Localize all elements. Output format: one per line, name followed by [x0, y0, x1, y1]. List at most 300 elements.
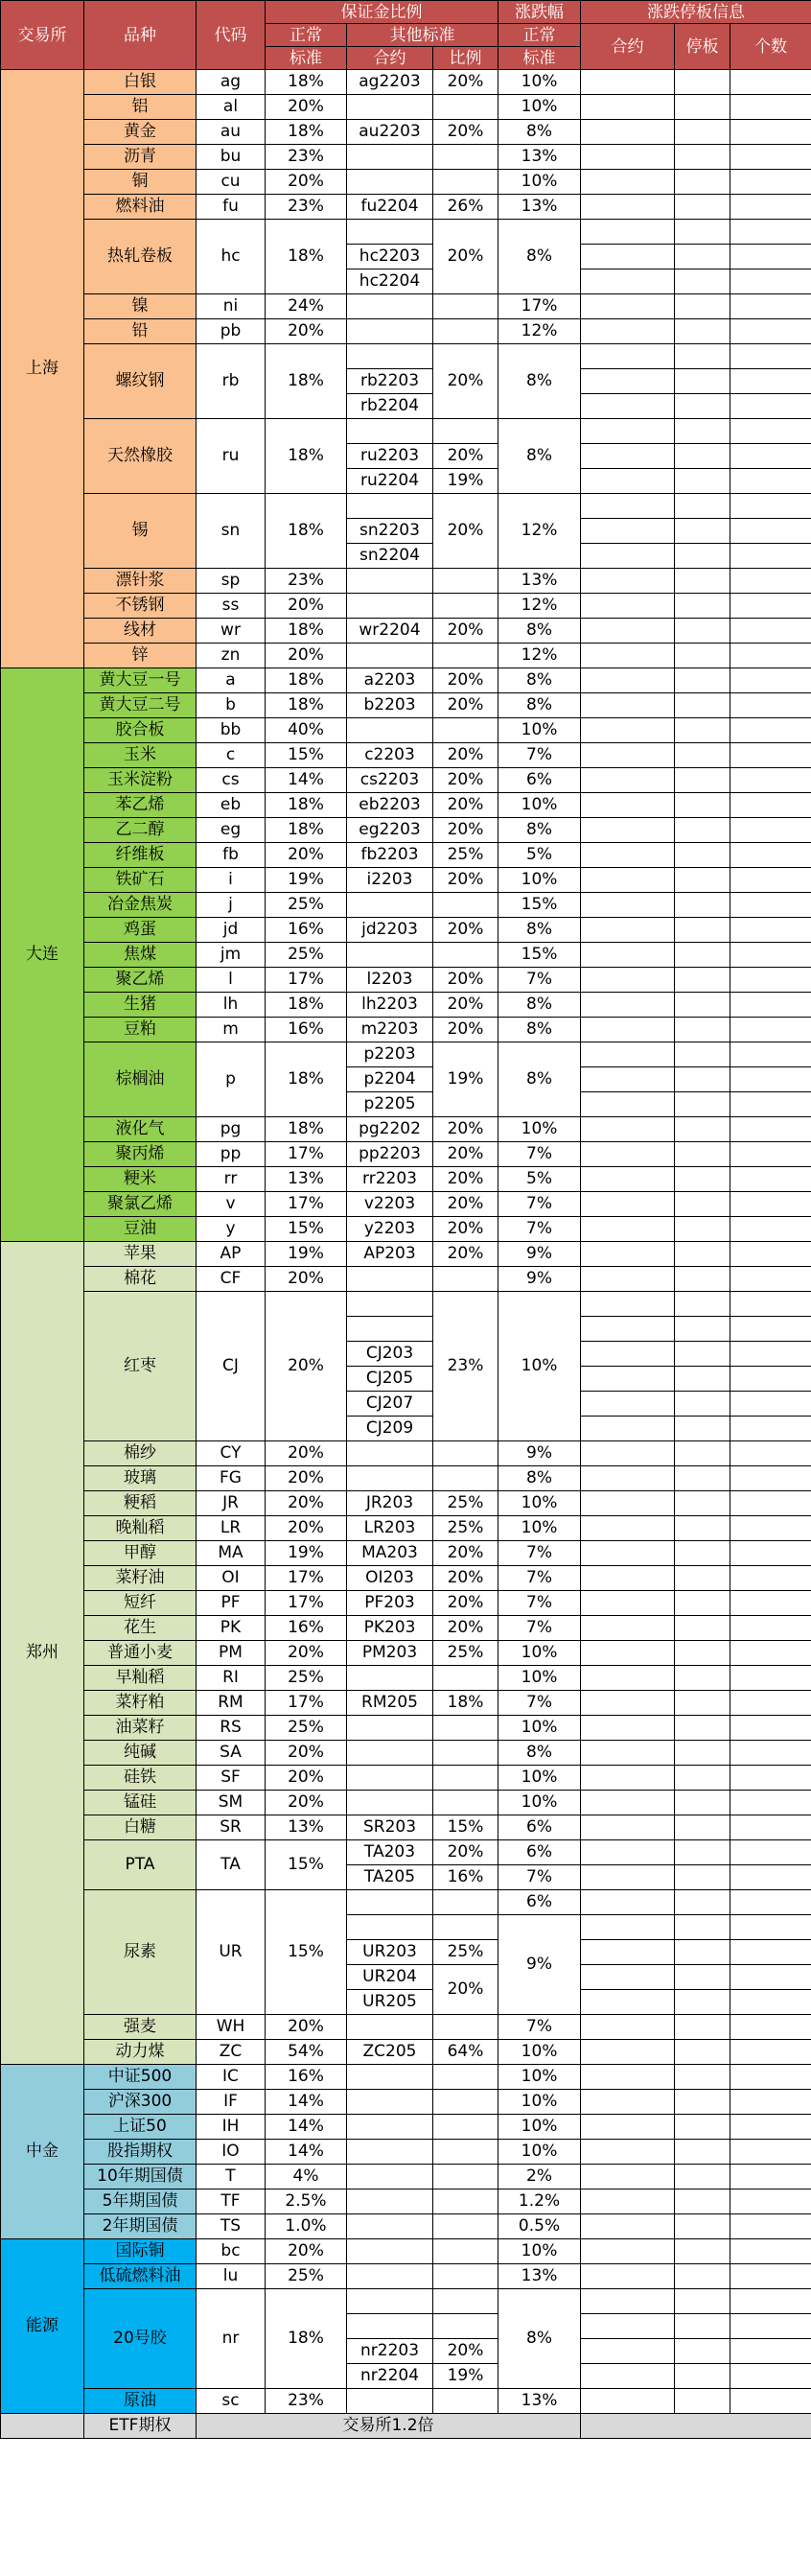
code-cell: bc: [197, 2239, 266, 2264]
other-ratio-cell: 20%: [433, 1566, 498, 1591]
other-ratio-cell: [433, 2090, 498, 2115]
table-row: [1, 2115, 811, 2140]
limit-cell: 13%: [498, 2389, 581, 2414]
limit-cell: 8%: [498, 1466, 581, 1491]
halt-count-cell: [730, 70, 811, 95]
halt-count-cell: [730, 1117, 811, 1142]
halt-stop-cell: [675, 1566, 730, 1591]
other-contract-cell: nr2203: [347, 2339, 433, 2364]
table-row: [1, 95, 811, 120]
other-ratio-cell: 19%: [433, 1042, 498, 1117]
halt-count-cell: [730, 1815, 811, 1840]
halt-contract-cell: [581, 868, 675, 893]
halt-count-cell: [730, 195, 811, 220]
halt-stop-cell: [675, 868, 730, 893]
limit-cell: 13%: [498, 145, 581, 170]
margin-cell: 15%: [266, 743, 347, 768]
other-contract-cell: [347, 2190, 433, 2214]
other-contract-cell: AP203: [347, 1242, 433, 1267]
other-contract-cell: [347, 2289, 433, 2314]
halt-count-cell: [730, 1142, 811, 1167]
halt-count-cell: [730, 120, 811, 145]
other-ratio-cell: 25%: [433, 843, 498, 868]
halt-contract-cell: [581, 1865, 675, 1890]
other-ratio-cell: 20%: [433, 743, 498, 768]
limit-cell: 7%: [498, 1142, 581, 1167]
other-contract-cell: [347, 95, 433, 120]
other-ratio-cell: 20%: [433, 1217, 498, 1242]
margin-cell: 25%: [266, 1666, 347, 1691]
variety-cell: 红枣: [84, 1292, 197, 1441]
halt-stop-cell: [675, 1466, 730, 1491]
code-cell: ZC: [197, 2040, 266, 2065]
other-contract-cell: [347, 220, 433, 245]
halt-count-cell: [730, 2239, 811, 2264]
halt-contract-cell: [581, 1915, 675, 1940]
halt-count-cell: [730, 1766, 811, 1791]
margin-cell: 14%: [266, 2115, 347, 2140]
variety-cell: 玻璃: [84, 1466, 197, 1491]
halt-contract-cell: [581, 2040, 675, 2065]
halt-contract-cell: [581, 1591, 675, 1616]
limit-cell: 7%: [498, 1865, 581, 1890]
other-contract-cell: [347, 1716, 433, 1741]
other-ratio-cell: [433, 95, 498, 120]
halt-count-cell: [730, 668, 811, 693]
table-row: [1, 718, 811, 743]
limit-cell: 7%: [498, 1616, 581, 1641]
limit-cell: 8%: [498, 220, 581, 294]
other-ratio-cell: 20%: [433, 668, 498, 693]
halt-contract-cell: [581, 2364, 675, 2389]
halt-contract-cell: [581, 269, 675, 294]
margin-cell: 20%: [266, 1292, 347, 1441]
halt-contract-cell: [581, 1516, 675, 1541]
halt-contract-cell: [581, 793, 675, 818]
other-contract-cell: CJ203: [347, 1342, 433, 1367]
limit-cell: 13%: [498, 2264, 581, 2289]
other-ratio-cell: [433, 943, 498, 968]
variety-cell: 乙二醇: [84, 818, 197, 843]
margin-cell: 16%: [266, 2065, 347, 2090]
other-contract-cell: nr2204: [347, 2364, 433, 2389]
code-cell: ss: [197, 594, 266, 619]
margin-cell: 20%: [266, 1267, 347, 1292]
table-row: [1, 693, 811, 718]
header-margin-group: 保证金比例: [266, 1, 498, 24]
code-cell: nr: [197, 2289, 266, 2389]
limit-cell: 9%: [498, 1267, 581, 1292]
variety-cell: 豆粕: [84, 1018, 197, 1042]
halt-count-cell: [730, 2065, 811, 2090]
table-row: [1, 70, 811, 95]
table-row: [1, 968, 811, 993]
other-contract-cell: [347, 1915, 433, 1940]
other-contract-cell: CJ207: [347, 1392, 433, 1417]
table-row: [1, 1716, 811, 1741]
halt-contract-cell: [581, 344, 675, 369]
other-contract-cell: rr2203: [347, 1167, 433, 1192]
other-contract-cell: PM203: [347, 1641, 433, 1666]
code-cell: PK: [197, 1616, 266, 1641]
limit-cell: 6%: [498, 768, 581, 793]
code-cell: MA: [197, 1541, 266, 1566]
halt-contract-cell: [581, 893, 675, 918]
halt-count-cell: [730, 1466, 811, 1491]
other-contract-cell: b2203: [347, 693, 433, 718]
halt-stop-cell: [675, 1117, 730, 1142]
limit-cell: 10%: [498, 2065, 581, 2090]
halt-contract-cell: [581, 70, 675, 95]
halt-contract-cell: [581, 968, 675, 993]
code-cell: RS: [197, 1716, 266, 1741]
other-ratio-cell: 20%: [433, 1965, 498, 2015]
code-cell: ru: [197, 419, 266, 494]
halt-count-cell: [730, 1192, 811, 1217]
other-contract-cell: OI203: [347, 1566, 433, 1591]
halt-count-cell: [730, 1691, 811, 1716]
halt-contract-cell: [581, 170, 675, 195]
margin-cell: 17%: [266, 1142, 347, 1167]
table-row: [1, 1691, 811, 1716]
variety-cell: 胶合板: [84, 718, 197, 743]
variety-cell: 线材: [84, 619, 197, 644]
code-cell: wr: [197, 619, 266, 644]
halt-stop-cell: [675, 1990, 730, 2015]
variety-cell: 豆油: [84, 1217, 197, 1242]
halt-contract-cell: [581, 918, 675, 943]
margin-cell: 24%: [266, 294, 347, 319]
exchange-cell: 能源: [1, 2239, 84, 2414]
limit-cell: 12%: [498, 494, 581, 569]
halt-stop-cell: [675, 793, 730, 818]
other-ratio-cell: 20%: [433, 1616, 498, 1641]
code-cell: T: [197, 2165, 266, 2190]
code-cell: cu: [197, 170, 266, 195]
other-contract-cell: [347, 718, 433, 743]
table-row: [1, 2165, 811, 2190]
margin-cell: 18%: [266, 344, 347, 419]
halt-count-cell: [730, 2264, 811, 2289]
halt-contract-cell: [581, 1741, 675, 1766]
halt-contract-cell: [581, 2015, 675, 2040]
code-cell: IH: [197, 2115, 266, 2140]
limit-cell: 5%: [498, 1167, 581, 1192]
variety-cell: 锌: [84, 644, 197, 668]
halt-stop-cell: [675, 1167, 730, 1192]
variety-cell: 铝: [84, 95, 197, 120]
halt-stop-cell: [675, 2190, 730, 2214]
variety-cell: 甲醇: [84, 1541, 197, 1566]
code-cell: sp: [197, 569, 266, 594]
halt-contract-cell: [581, 195, 675, 220]
variety-cell: 棉纱: [84, 1441, 197, 1466]
halt-stop-cell: [675, 70, 730, 95]
table-row: [1, 1641, 811, 1666]
margin-cell: 18%: [266, 818, 347, 843]
variety-cell: 生猪: [84, 993, 197, 1018]
halt-stop-cell: [675, 469, 730, 494]
margin-cell: 15%: [266, 1840, 347, 1890]
halt-count-cell: [730, 1267, 811, 1292]
halt-stop-cell: [675, 1392, 730, 1417]
footer-text-cell: 交易所1.2倍: [197, 2414, 581, 2439]
variety-cell: 铅: [84, 319, 197, 344]
variety-cell: 棕榈油: [84, 1042, 197, 1117]
other-ratio-cell: 20%: [433, 619, 498, 644]
table-row: [1, 1766, 811, 1791]
halt-stop-cell: [675, 843, 730, 868]
halt-stop-cell: [675, 968, 730, 993]
halt-contract-cell: [581, 2140, 675, 2165]
limit-cell: 6%: [498, 1840, 581, 1865]
other-contract-cell: p2205: [347, 1092, 433, 1117]
other-contract-cell: PK203: [347, 1616, 433, 1641]
limit-cell: 13%: [498, 195, 581, 220]
variety-cell: 尿素: [84, 1890, 197, 2015]
limit-cell: 7%: [498, 1192, 581, 1217]
margin-cell: 15%: [266, 1890, 347, 2015]
halt-contract-cell: [581, 818, 675, 843]
limit-cell: 8%: [498, 120, 581, 145]
code-cell: bu: [197, 145, 266, 170]
halt-count-cell: [730, 1167, 811, 1192]
header-halt-contract: 合约: [581, 24, 675, 70]
halt-count-cell: [730, 768, 811, 793]
variety-cell: 燃料油: [84, 195, 197, 220]
variety-cell: 菜籽油: [84, 1566, 197, 1591]
halt-stop-cell: [675, 1142, 730, 1167]
code-cell: v: [197, 1192, 266, 1217]
other-contract-cell: [347, 170, 433, 195]
halt-stop-cell: [675, 1092, 730, 1117]
limit-cell: 17%: [498, 294, 581, 319]
other-contract-cell: ru2203: [347, 444, 433, 469]
halt-contract-cell: [581, 1167, 675, 1192]
halt-contract-cell: [581, 1890, 675, 1915]
halt-count-cell: [730, 743, 811, 768]
other-ratio-cell: 20%: [433, 793, 498, 818]
margin-cell: 20%: [266, 170, 347, 195]
halt-count-cell: [730, 693, 811, 718]
table-row: [1, 1566, 811, 1591]
halt-contract-cell: [581, 2214, 675, 2239]
other-ratio-cell: [433, 294, 498, 319]
halt-stop-cell: [675, 1292, 730, 1317]
halt-contract-cell: [581, 1616, 675, 1641]
other-ratio-cell: [433, 2015, 498, 2040]
halt-count-cell: [730, 2190, 811, 2214]
variety-cell: 20号胶: [84, 2289, 197, 2389]
halt-stop-cell: [675, 220, 730, 245]
limit-cell: 10%: [498, 170, 581, 195]
other-contract-cell: [347, 344, 433, 369]
other-ratio-cell: 20%: [433, 993, 498, 1018]
code-cell: y: [197, 1217, 266, 1242]
footer-name-cell: ETF期权: [84, 2414, 197, 2439]
margin-cell: 23%: [266, 145, 347, 170]
other-contract-cell: eb2203: [347, 793, 433, 818]
code-cell: au: [197, 120, 266, 145]
table-row: [1, 419, 811, 444]
other-contract-cell: [347, 319, 433, 344]
halt-count-cell: [730, 1042, 811, 1067]
other-ratio-cell: [433, 644, 498, 668]
header-margin-std-top: 正常: [266, 24, 347, 47]
variety-cell: 沥青: [84, 145, 197, 170]
exchange-cell: 郑州: [1, 1242, 84, 2065]
limit-cell: 10%: [498, 1292, 581, 1441]
halt-count-cell: [730, 95, 811, 120]
other-contract-cell: LR203: [347, 1516, 433, 1541]
halt-contract-cell: [581, 1267, 675, 1292]
code-cell: FG: [197, 1466, 266, 1491]
other-contract-cell: [347, 1666, 433, 1691]
margin-cell: 18%: [266, 619, 347, 644]
limit-cell: 8%: [498, 668, 581, 693]
table-row: [1, 2065, 811, 2090]
margin-cell: 23%: [266, 195, 347, 220]
code-cell: jm: [197, 943, 266, 968]
other-contract-cell: wr2204: [347, 619, 433, 644]
limit-cell: 9%: [498, 1242, 581, 1267]
halt-contract-cell: [581, 743, 675, 768]
halt-stop-cell: [675, 544, 730, 569]
other-ratio-cell: [433, 569, 498, 594]
code-cell: j: [197, 893, 266, 918]
other-ratio-cell: 20%: [433, 1541, 498, 1566]
halt-stop-cell: [675, 1616, 730, 1641]
other-contract-cell: UR204: [347, 1965, 433, 1990]
halt-contract-cell: [581, 1217, 675, 1242]
margin-cell: 20%: [266, 1491, 347, 1516]
margin-cell: 2.5%: [266, 2190, 347, 2214]
halt-stop-cell: [675, 369, 730, 394]
code-cell: b: [197, 693, 266, 718]
footer-exchange-cell: [1, 2414, 84, 2439]
halt-contract-cell: [581, 245, 675, 269]
table-row: [1, 2214, 811, 2239]
halt-contract-cell: [581, 419, 675, 444]
header-variety: 品种: [84, 1, 197, 70]
other-ratio-cell: [433, 145, 498, 170]
halt-count-cell: [730, 2140, 811, 2165]
variety-cell: 国际铜: [84, 2239, 197, 2264]
other-contract-cell: v2203: [347, 1192, 433, 1217]
halt-contract-cell: [581, 394, 675, 419]
other-ratio-cell: [433, 2289, 498, 2314]
other-contract-cell: MA203: [347, 1541, 433, 1566]
table-row: [1, 120, 811, 145]
halt-stop-cell: [675, 1741, 730, 1766]
limit-cell: 10%: [498, 1766, 581, 1791]
halt-stop-cell: [675, 1890, 730, 1915]
footer-blank-cell: [581, 2414, 811, 2439]
other-ratio-cell: 20%: [433, 918, 498, 943]
halt-stop-cell: [675, 993, 730, 1018]
header-limit-group: 涨跌幅: [498, 1, 581, 24]
halt-count-cell: [730, 444, 811, 469]
variety-cell: 普通小麦: [84, 1641, 197, 1666]
variety-cell: 黄金: [84, 120, 197, 145]
header-exchange: 交易所: [1, 1, 84, 70]
table-body: [1, 70, 811, 2439]
halt-contract-cell: [581, 2314, 675, 2339]
variety-cell: 冶金焦炭: [84, 893, 197, 918]
halt-count-cell: [730, 718, 811, 743]
other-ratio-cell: [433, 2314, 498, 2339]
limit-cell: 10%: [498, 1516, 581, 1541]
halt-stop-cell: [675, 2214, 730, 2239]
other-ratio-cell: [433, 1666, 498, 1691]
other-ratio-cell: 20%: [433, 1167, 498, 1192]
halt-count-cell: [730, 2389, 811, 2414]
halt-count-cell: [730, 1342, 811, 1367]
code-cell: fb: [197, 843, 266, 868]
code-cell: zn: [197, 644, 266, 668]
table-row: [1, 1167, 811, 1192]
halt-count-cell: [730, 2339, 811, 2364]
other-contract-cell: TA203: [347, 1840, 433, 1865]
other-contract-cell: [347, 943, 433, 968]
code-cell: ag: [197, 70, 266, 95]
halt-stop-cell: [675, 1018, 730, 1042]
variety-cell: 早籼稻: [84, 1666, 197, 1691]
limit-cell: 8%: [498, 818, 581, 843]
table-row: [1, 494, 811, 519]
code-cell: IC: [197, 2065, 266, 2090]
halt-count-cell: [730, 868, 811, 893]
halt-contract-cell: [581, 1466, 675, 1491]
halt-count-cell: [730, 1367, 811, 1392]
margin-cell: 1.0%: [266, 2214, 347, 2239]
halt-contract-cell: [581, 2165, 675, 2190]
halt-contract-cell: [581, 1092, 675, 1117]
halt-stop-cell: [675, 1192, 730, 1217]
halt-stop-cell: [675, 1491, 730, 1516]
halt-stop-cell: [675, 1067, 730, 1092]
exchange-cell: 中金: [1, 2065, 84, 2239]
limit-cell: 8%: [498, 918, 581, 943]
variety-cell: 锰硅: [84, 1791, 197, 1815]
other-contract-cell: [347, 1890, 433, 1915]
other-ratio-cell: [433, 2239, 498, 2264]
halt-count-cell: [730, 619, 811, 644]
limit-cell: 10%: [498, 2115, 581, 2140]
code-cell: OI: [197, 1566, 266, 1591]
other-contract-cell: l2203: [347, 968, 433, 993]
table-row: [1, 319, 811, 344]
halt-count-cell: [730, 1791, 811, 1815]
variety-cell: 动力煤: [84, 2040, 197, 2065]
table-row: [1, 644, 811, 668]
halt-count-cell: [730, 1292, 811, 1317]
halt-stop-cell: [675, 2389, 730, 2414]
other-ratio-cell: 20%: [433, 968, 498, 993]
halt-count-cell: [730, 2314, 811, 2339]
table-row: [1, 2239, 811, 2264]
other-contract-cell: [347, 145, 433, 170]
margin-cell: 18%: [266, 70, 347, 95]
halt-contract-cell: [581, 120, 675, 145]
code-cell: c: [197, 743, 266, 768]
halt-contract-cell: [581, 1067, 675, 1092]
variety-cell: 玉米: [84, 743, 197, 768]
code-cell: ni: [197, 294, 266, 319]
variety-cell: 沪深300: [84, 2090, 197, 2115]
header-row-1: [1, 1, 811, 24]
table-row: [1, 868, 811, 893]
